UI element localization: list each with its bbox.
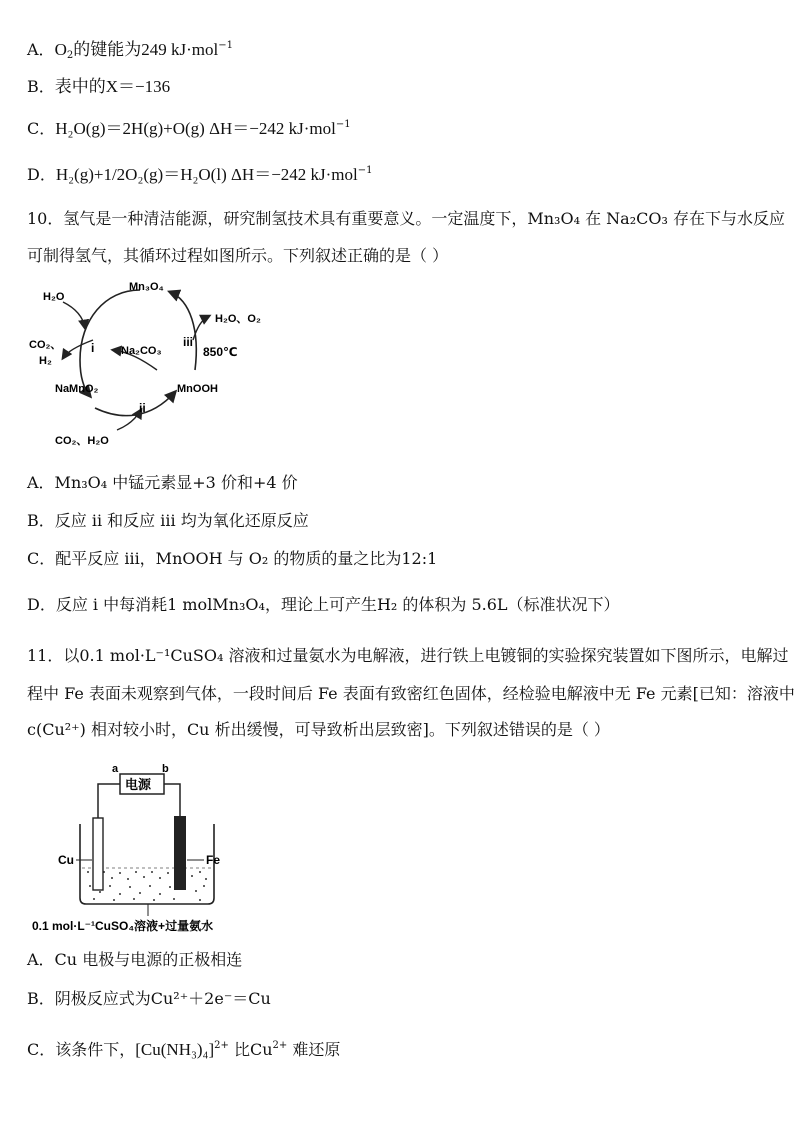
- label-b: b: [162, 763, 169, 775]
- label-step-iii: iii: [183, 335, 194, 349]
- label-step-ii: ii: [139, 401, 146, 415]
- cu-electrode: [93, 818, 103, 890]
- label-power: 电源: [125, 777, 152, 792]
- q10-cycle-diagram: [25, 280, 305, 460]
- wire-a: [98, 784, 120, 818]
- q11-option-c: C．该条件下，$[Cu(NH_3)_4]^{2+}$ 比$Cu^{2+}$ 难还原: [27, 1040, 341, 1059]
- q11-stem-line3: c(Cu²⁺) 相对较小时，Cu 析出缓慢，可导致析出层致密]。下列叙述错误的是（ ）: [27, 720, 610, 739]
- q11-stem-line2: 程中 Fe 表面未观察到气体，一段时间后 Fe 表面有致密红色固体，经检验电解液中无 Fe 元素[已知：溶液中: [27, 684, 795, 703]
- q10-option-d: D．反应 i 中每消耗1 molMn₃O₄，理论上可产生H₂ 的体积为 5.6L（标准状况下）: [27, 595, 620, 614]
- label-namno2: NaMnO₂: [55, 383, 99, 395]
- label-h2o-top: H₂O: [43, 291, 65, 303]
- q11-apparatus-diagram: [30, 760, 270, 935]
- q10-option-b: B．反应 ii 和反应 iii 均为氧化还原反应: [27, 511, 309, 530]
- label-fe: Fe: [206, 853, 221, 867]
- wire-b: [164, 784, 180, 818]
- q11-option-a: A．Cu 电极与电源的正极相连: [27, 950, 243, 969]
- label-temp: 850℃: [203, 345, 238, 359]
- arrow-step-iii: [170, 292, 196, 370]
- label-step-i: i: [91, 341, 95, 355]
- q10-option-c: C．配平反应 iii，MnOOH 与 O₂ 的物质的量之比为12:1: [27, 549, 438, 568]
- label-co2: CO₂、: [29, 339, 62, 351]
- arrow-co2-h2o-in: [117, 410, 141, 430]
- label-h2o-o2: H₂O、O₂: [215, 313, 261, 325]
- q9-option-b: B．表中的X＝−136: [27, 77, 171, 96]
- q9-option-d: D．H₂(g)+1/2O₂(g)＝H₂O(l) ΔH＝−242 kJ·mol$^{-1}$: [27, 165, 373, 184]
- label-electrolyte-caption: 0.1 mol·L⁻¹CuSO₄溶液+过量氨水: [32, 919, 214, 933]
- q11-option-b: B．阴极反应式为Cu²⁺＋2e⁻＝Cu: [27, 989, 271, 1008]
- label-na2co3: Na₂CO₃: [121, 345, 162, 357]
- label-mn3o4: Mn₃O₄: [129, 281, 164, 293]
- q10-option-a: A．Mn₃O₄ 中锰元素显+3 价和+4 价: [27, 473, 298, 492]
- q9-option-a: A．$O_2$的键能为249 kJ·mol$^{-1}$: [27, 40, 233, 61]
- label-a: a: [112, 763, 119, 775]
- label-co2-h2o: CO₂、H₂O: [55, 435, 109, 447]
- arrow-co2-h2-out: [63, 340, 93, 358]
- arrow-step-i: [80, 290, 140, 396]
- q11-stem-line1: 11．以0.1 mol·L⁻¹CuSO₄ 溶液和过量氨水为电解液，进行铁上电镀铜的实验探究装置如下图所示，电解过: [27, 646, 789, 665]
- q9-option-c: C．H₂O(g)＝2H(g)+O(g) ΔH＝−242 kJ·mol$^{-1}$: [27, 119, 351, 138]
- fe-electrode: [174, 816, 186, 890]
- arrow-h2o-in: [63, 302, 85, 328]
- q10-stem-line2: 可制得氢气，其循环过程如图所示。下列叙述正确的是（ ）: [27, 246, 449, 265]
- arrow-step-ii: [95, 392, 175, 416]
- label-mnooh: MnOOH: [177, 383, 218, 395]
- label-cu: Cu: [58, 853, 74, 867]
- q10-stem-line1: 10．氢气是一种清洁能源，研究制氢技术具有重要意义。一定温度下，Mn₃O₄ 在 Na₂CO₃ 存在下与水反应: [27, 209, 785, 228]
- label-h2: H₂: [39, 355, 52, 367]
